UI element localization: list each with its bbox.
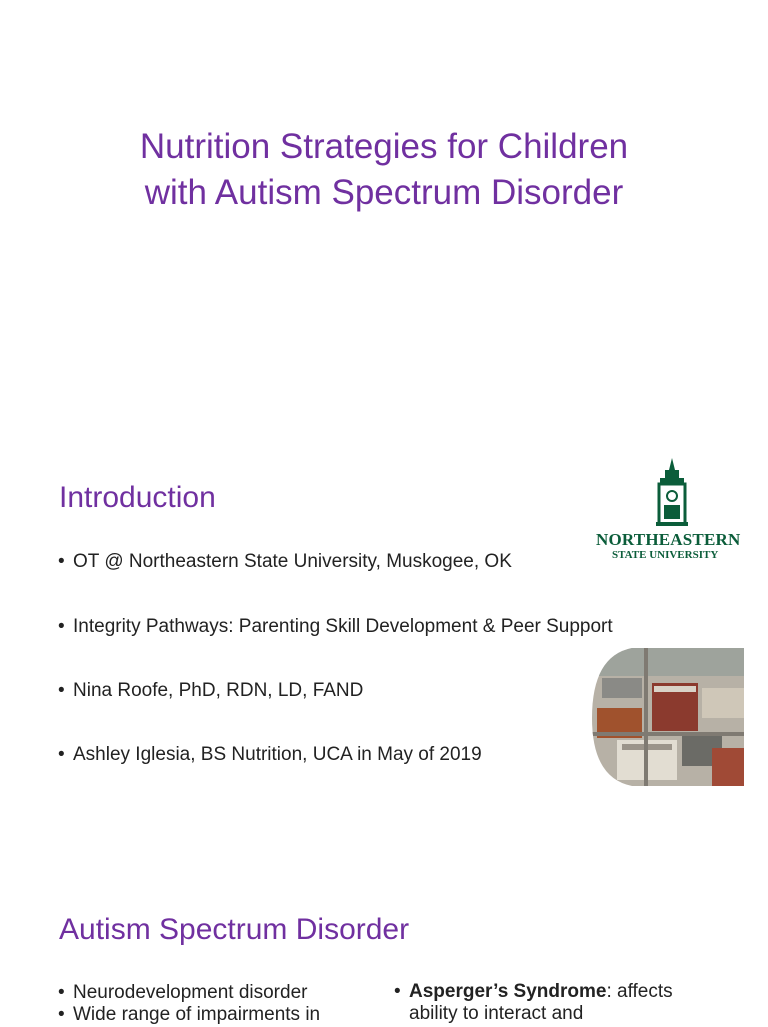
logo-subtitle: STATE UNIVERSITY <box>612 549 719 561</box>
intro-bullet-1: • OT @ Northeastern State University, Muskogee, OK <box>58 551 512 572</box>
bullet-glyph: • <box>58 551 65 572</box>
aspergers-term: Asperger’s Syndrome <box>409 981 607 1002</box>
title-line-1: Nutrition Strategies for Children <box>139 127 629 166</box>
bullet-glyph: • <box>58 680 65 701</box>
northeastern-logo <box>596 458 742 568</box>
intro-bullet-3: • Nina Roofe, PhD, RDN, LD, FAND <box>58 680 364 701</box>
intro-bullet-4: • Ashley Iglesia, BS Nutrition, UCA in May of 2019 <box>58 744 482 765</box>
bullet-glyph: • <box>58 1004 65 1025</box>
asd-right-bullet: • Asperger’s Syndrome: affects ability to interact and <box>394 981 673 1024</box>
city-aerial-photo <box>592 648 744 786</box>
bullet-glyph: • <box>58 982 65 1003</box>
asd-slide <box>0 900 768 1024</box>
introduction-slide <box>0 440 768 880</box>
bullet-glyph: • <box>58 744 65 765</box>
intro-bullet-2: • Integrity Pathways: Parenting Skill Development & Peer Support <box>58 616 613 637</box>
title-line-2: with Autism Spectrum Disorder <box>144 173 624 212</box>
bullet-glyph: • <box>58 616 65 637</box>
asd-bullet-2: • Wide range of impairments in <box>58 1004 321 1025</box>
asd-bullet-1: • Neurodevelopment disorder <box>58 982 308 1003</box>
asd-right-bullet-line-2: ability to interact and <box>409 1003 584 1024</box>
logo-wordmark: NORTHEASTERN <box>596 530 741 549</box>
presentation-title <box>0 124 768 216</box>
introduction-heading: Introduction <box>59 481 216 514</box>
asd-heading: Autism Spectrum Disorder <box>59 913 410 946</box>
bullet-glyph: • <box>394 981 401 1002</box>
clock-tower-icon <box>596 458 742 528</box>
title-slide <box>0 0 768 420</box>
